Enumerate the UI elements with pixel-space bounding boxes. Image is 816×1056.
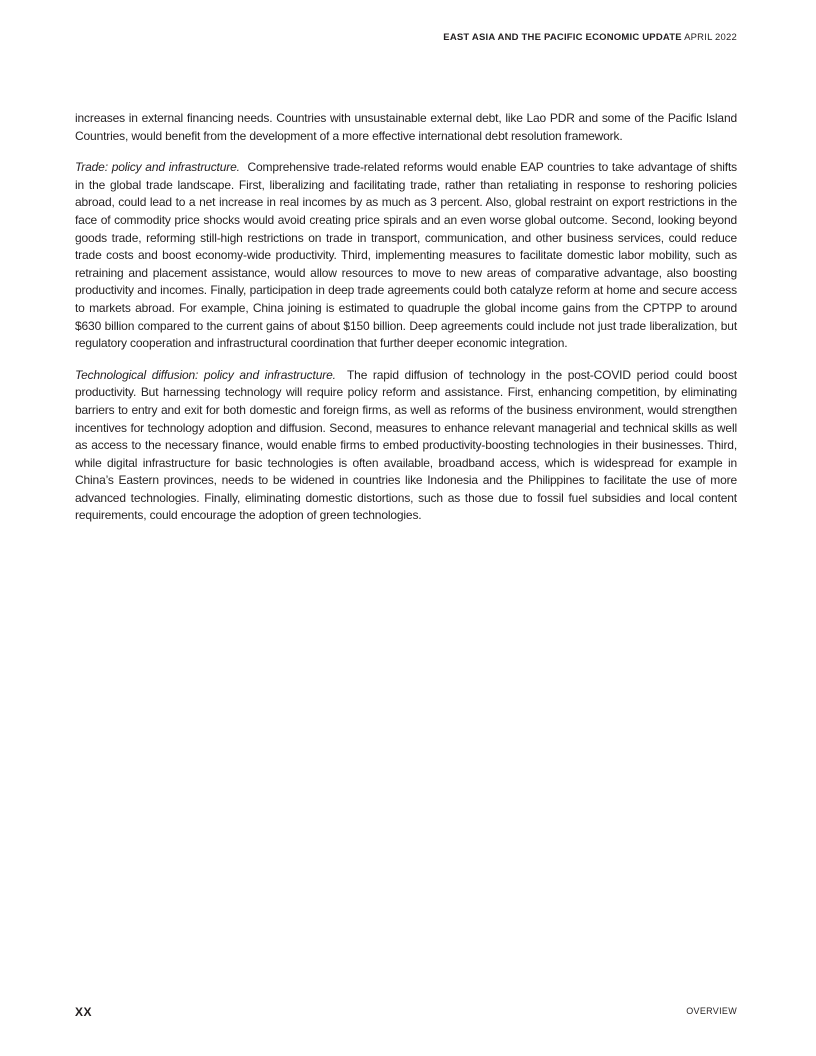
- body-text: [75, 110, 737, 539]
- paragraph-debt: [75, 110, 737, 145]
- paragraph-technology: [75, 367, 737, 525]
- paragraph-trade: [75, 159, 737, 353]
- publication-date: APRIL 2022: [684, 32, 737, 43]
- running-header: [443, 32, 737, 43]
- paragraph-text: Comprehensive trade-related reforms would enable EAP countries to take advantage of shifts in the global trade landscape. First, liberalizing and facilitating trade, rather than retaliating in response to reshoring policies abroad, could lead to a net increase in real incomes by as much as 3 percent. Also, global restraint on export restrictions in the face of commodity price shocks would avoid creating price spirals and an even worse global outcome. Second, looking beyond goods trade, reforming still-high restrictions on trade in transport, communication, and other business services, could reduce trade costs and boost economy-wide productivity. Third, implementing measures to facilitate domestic labor mobility, such as retraining and placement assistance, would allow resources to move to new areas of comparative advantage, also boosting productivity and incomes. Finally, participation in deep trade agreements could both catalyze reform at home and secure access to markets abroad. For example, China joining is estimated to quadruple the global income gains from the CPTPP to around $630 billion compared to the current gains of about $150 billion. Deep agreements could include not just trade liberalization, but regulatory cooperation and infrastructural coordination that further deeper economic integration.: [75, 160, 737, 351]
- footer-section-label: OVERVIEW: [686, 1006, 737, 1016]
- paragraph-lead: Technological diffusion: policy and infrastructure.: [75, 367, 336, 382]
- paragraph-text: The rapid diffusion of technology in the post-COVID period could boost productivity. But harnessing technology will require policy reform and assistance. First, enhancing competition, by eliminating barriers to entry and exit for both domestic and foreign firms, as well as reforms of the business environment, would strengthen incentives for technology adoption and diffusion. Second, measures to enhance relevant managerial and technical skills as well as access to the necessary finance, would enable firms to embed productivity-boosting technologies in their businesses. Third, while digital infrastructure for basic technologies is often available, broadband access, which is widespread for example in China’s Eastern provinces, needs to be widened in countries like Indonesia and the Philippines to facilitate the use of more advanced technologies. Finally, eliminating domestic distortions, such as those due to fossil fuel subsidies and local content requirements, could encourage the adoption of green technologies.: [75, 367, 737, 523]
- paragraph-text: increases in external financing needs. Countries with unsustainable external debt, like Lao PDR and some of the Pacific Island Countries, would benefit from the development of a more effective international debt resolution framework.: [75, 111, 737, 143]
- page-number: XX: [75, 1005, 93, 1019]
- paragraph-lead: Trade: policy and infrastructure.: [75, 160, 240, 175]
- publication-title: EAST ASIA AND THE PACIFIC ECONOMIC UPDATE: [443, 32, 682, 43]
